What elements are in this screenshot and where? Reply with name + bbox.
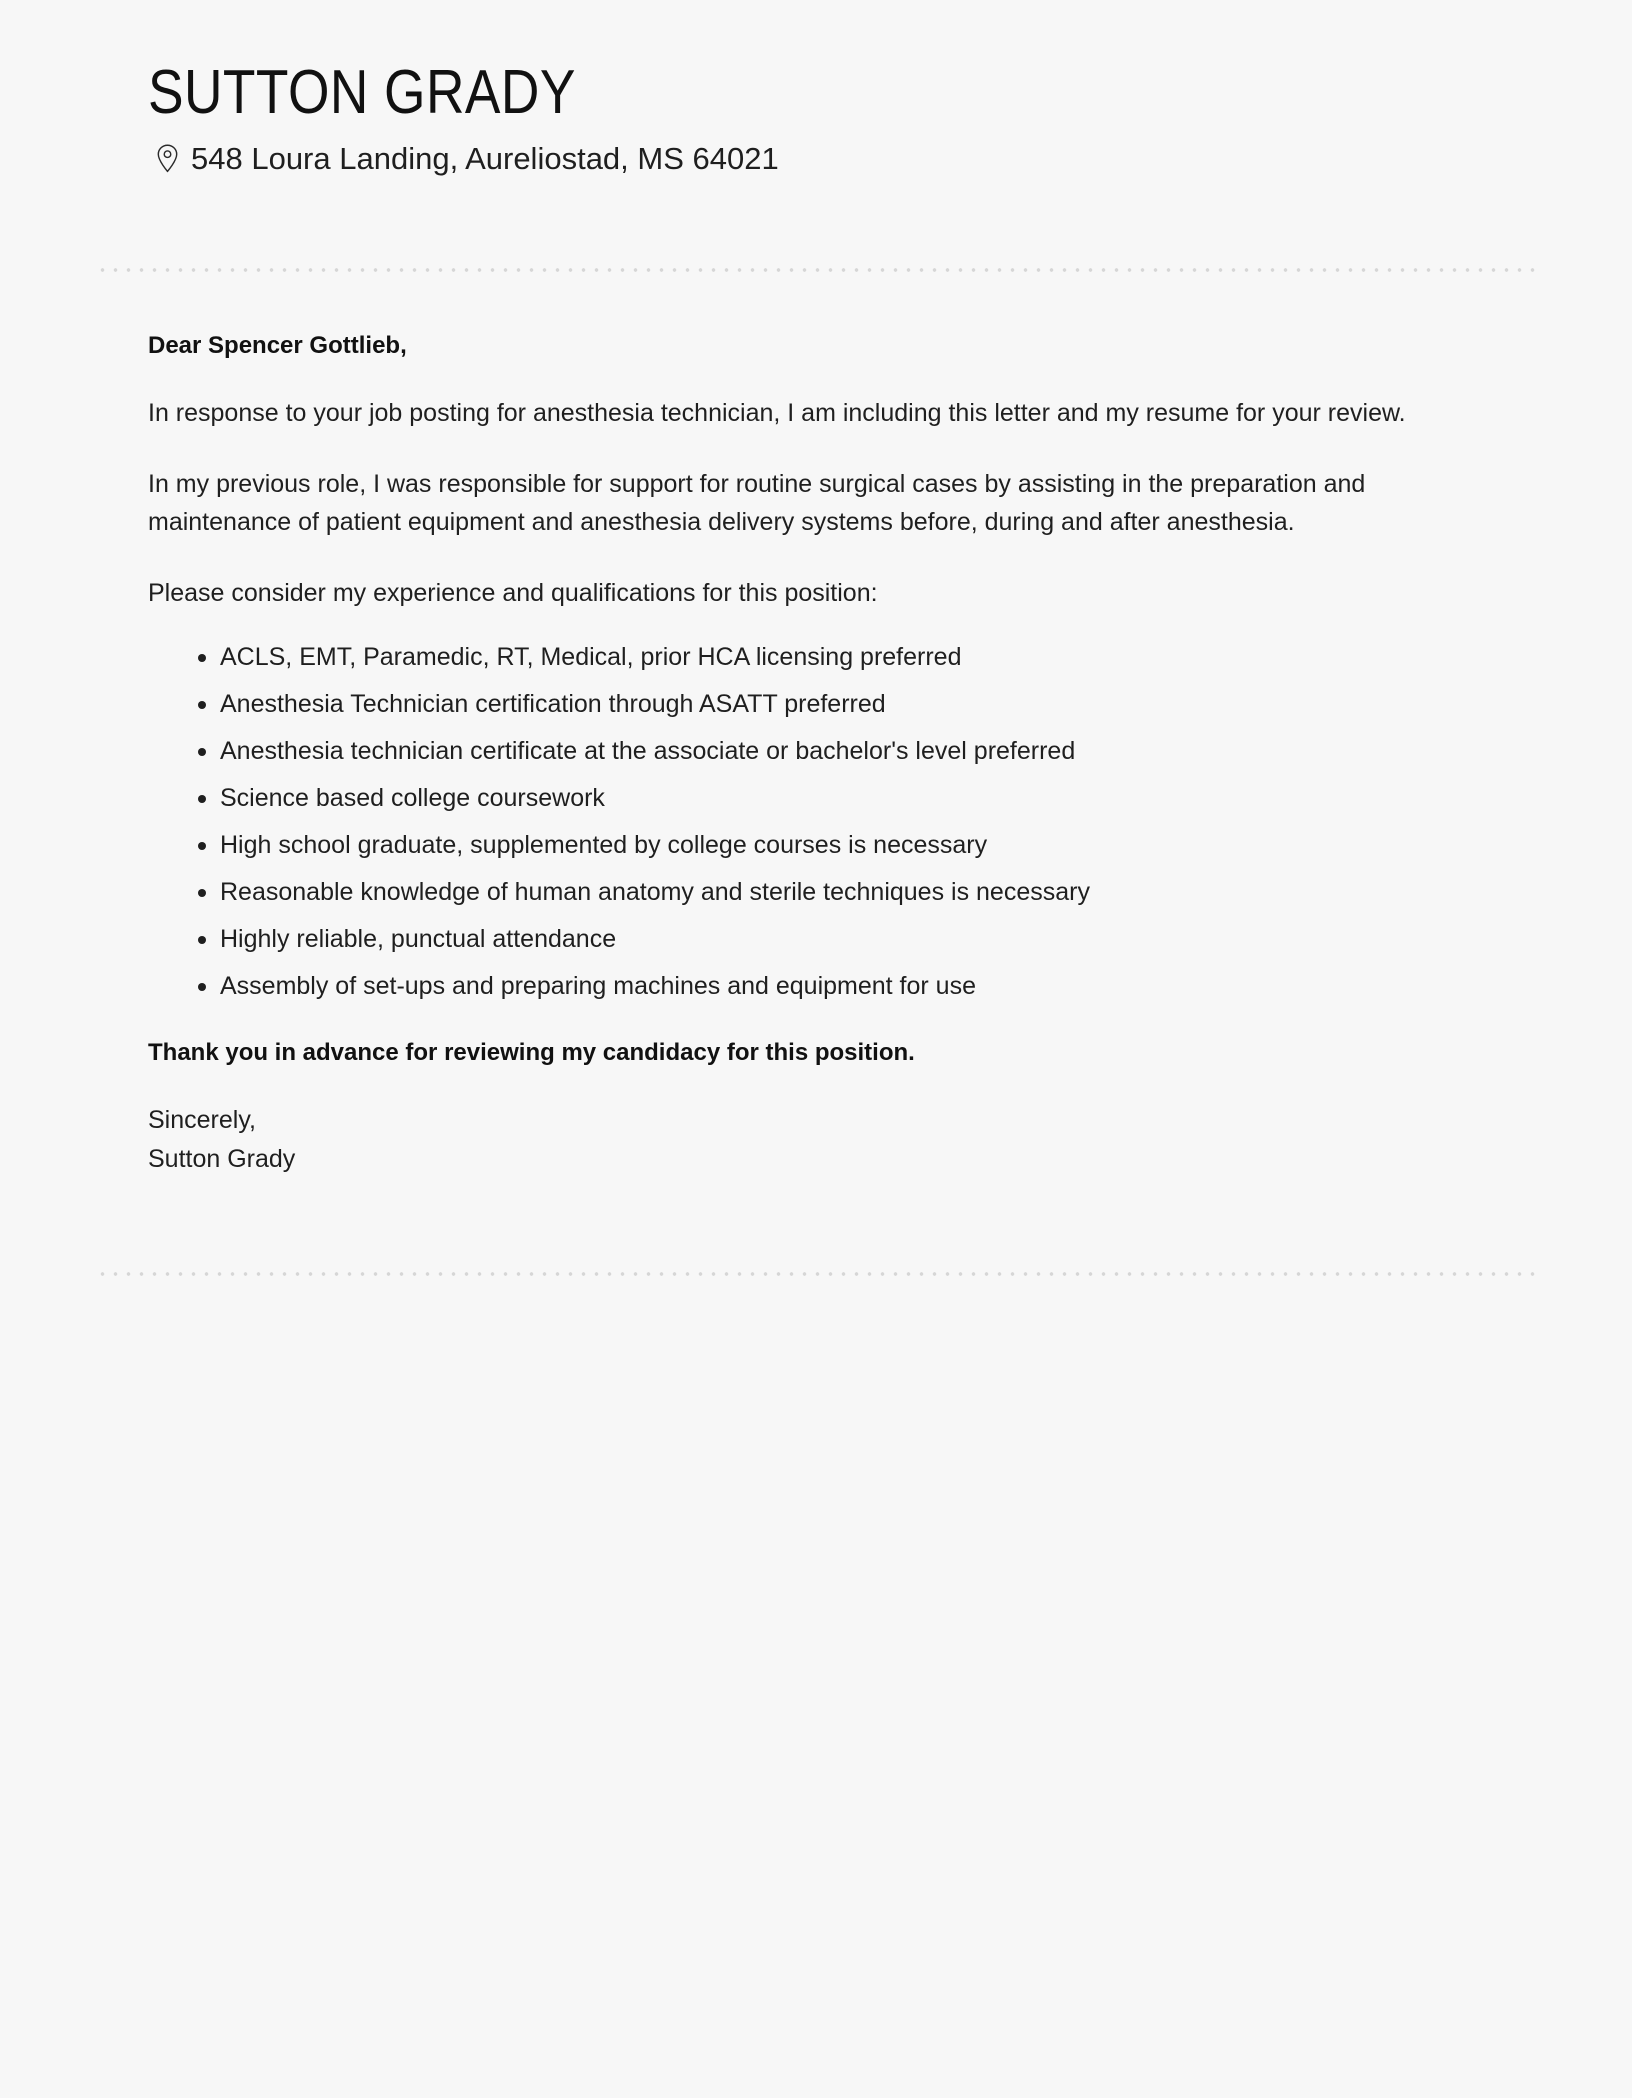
list-item: Anesthesia Technician certification through ASATT preferred	[198, 689, 1484, 719]
signoff-line: Sincerely,	[148, 1105, 256, 1134]
salutation: Dear Spencer Gottlieb,	[148, 332, 407, 359]
list-item: Science based college coursework	[198, 783, 1484, 813]
closing-thanks: Thank you in advance for reviewing my candidacy for this position.	[148, 1039, 915, 1067]
contact-address-line	[156, 140, 1632, 177]
list-item: High school graduate, supplemented by college courses is necessary	[198, 830, 1484, 860]
divider-top	[96, 268, 1536, 272]
letter-header	[0, 0, 1632, 177]
list-item: Assembly of set-ups and preparing machines and equipment for use	[198, 971, 1484, 1001]
paragraph-experience: In my previous role, I was responsible for support for routine surgical cases by assisting in the preparation and maintenance of patient equipment and anesthesia delivery systems before, during and after anesthesia.	[148, 470, 1366, 537]
list-item: Reasonable knowledge of human anatomy and sterile techniques is necessary	[198, 877, 1484, 907]
list-item: ACLS, EMT, Paramedic, RT, Medical, prior HCA licensing preferred	[198, 642, 1484, 672]
letter-body	[148, 330, 1484, 1178]
address-text: 548 Loura Landing, Aureliostad, MS 64021	[191, 141, 779, 176]
map-pin-icon	[156, 144, 179, 173]
paragraph-intro: In response to your job posting for anesthesia technician, I am including this letter and my resume for your review.	[148, 399, 1406, 428]
page-title: SUTTON GRADY	[148, 58, 576, 127]
signature-name: Sutton Grady	[148, 1144, 296, 1173]
list-item: Highly reliable, punctual attendance	[198, 924, 1484, 954]
qualifications-list	[148, 642, 1484, 1001]
divider-bottom	[96, 1272, 1536, 1276]
paragraph-qualifications-intro: Please consider my experience and qualifications for this position:	[148, 579, 878, 608]
signature-block	[148, 1101, 1484, 1179]
list-item: Anesthesia technician certificate at the associate or bachelor's level preferred	[198, 736, 1484, 766]
